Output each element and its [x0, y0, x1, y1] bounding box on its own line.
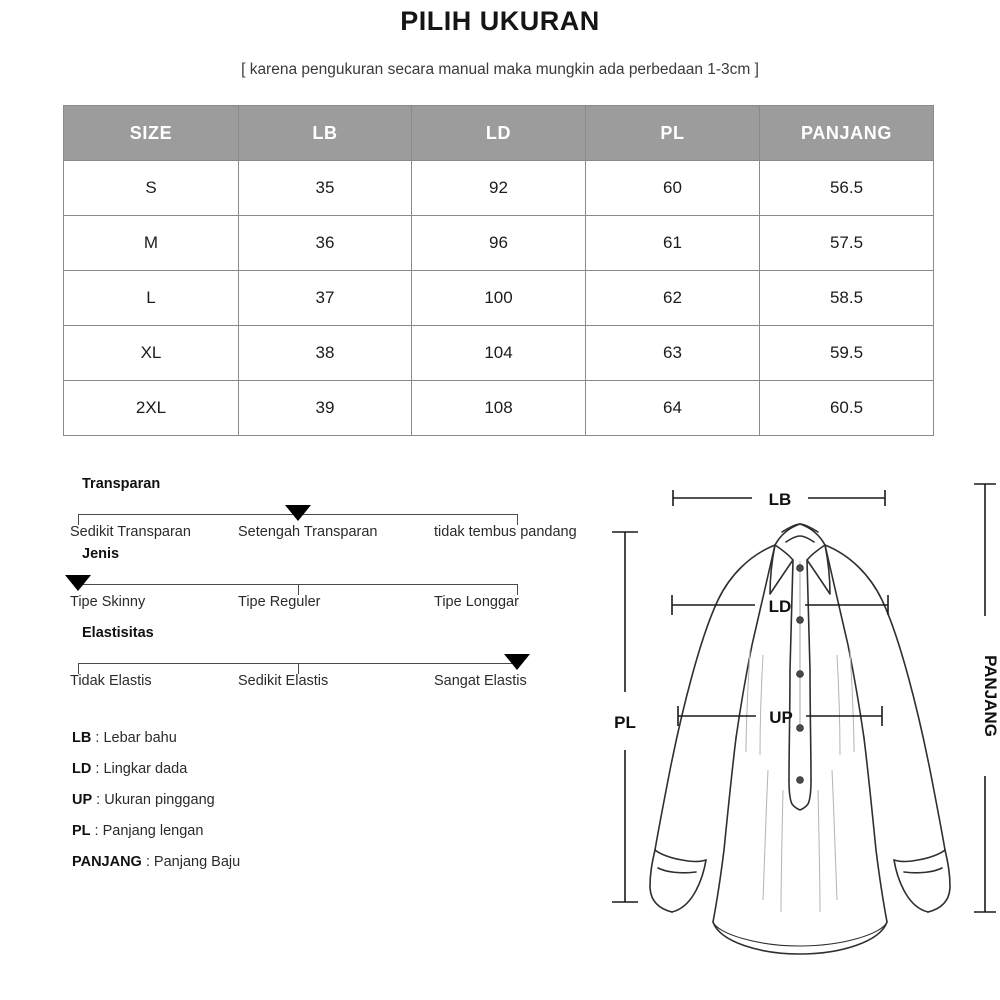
column-header-pl: PL: [586, 106, 760, 161]
slider-label-1: Sedikit Elastis: [238, 673, 329, 689]
slider-transparan: [70, 476, 577, 546]
legend-separator: :: [141, 854, 154, 870]
garment-measurement-diagram: [600, 470, 1000, 990]
dimension-label-panjang: PANJANG: [981, 655, 1000, 737]
legend-separator: :: [91, 730, 104, 746]
legend-item-panjang: [72, 854, 472, 870]
cell-panjang: 56.5: [760, 161, 934, 216]
legend-description: Panjang Baju: [153, 854, 241, 870]
size-chart-table: [63, 105, 934, 436]
slider-label-0: Sedikit Transparan: [70, 524, 191, 540]
dimension-label-pl: PL: [614, 713, 636, 732]
page-subtitle: [ karena pengukuran secara manual maka mungkin ada perbedaan 1-3cm ]: [241, 61, 759, 78]
slider-label-0: Tipe Skinny: [70, 594, 146, 610]
column-header-lb: LB: [239, 106, 412, 161]
slider-elastisitas-title: Elastisitas: [82, 625, 154, 641]
slider-jenis-title: Jenis: [82, 546, 120, 562]
cell-pl: 60: [586, 161, 760, 216]
dimension-label-lb: LB: [768, 490, 792, 509]
slider-label-2: Sangat Elastis: [434, 673, 527, 689]
table-row: [64, 161, 934, 216]
cell-panjang: 58.5: [760, 271, 934, 326]
cell-ld: 100: [412, 271, 586, 326]
legend-description: Lingkar dada: [103, 761, 188, 777]
cell-panjang: 60.5: [760, 381, 934, 436]
cell-lb: 39: [239, 381, 412, 436]
legend-item-up: [72, 792, 472, 808]
cell-lb: 35: [239, 161, 412, 216]
cell-size: L: [64, 271, 239, 326]
cell-ld: 108: [412, 381, 586, 436]
legend-code: LD: [72, 761, 92, 777]
legend-code: PL: [72, 823, 91, 839]
cell-pl: 62: [586, 271, 760, 326]
legend-item-ld: [72, 761, 472, 777]
cell-size: S: [64, 161, 239, 216]
cell-pl: 61: [586, 216, 760, 271]
legend-code: PANJANG: [72, 854, 142, 870]
column-header-size: SIZE: [64, 106, 239, 161]
cell-size: 2XL: [64, 381, 239, 436]
cell-ld: 104: [412, 326, 586, 381]
slider-label-1: Tipe Reguler: [238, 594, 321, 610]
dimension-label-up: UP: [769, 708, 793, 727]
slider-label-2: tidak tembus pandang: [434, 524, 577, 540]
slider-marker-triangle-icon: [504, 654, 530, 670]
table-row: [64, 326, 934, 381]
measurement-legend: [72, 730, 472, 885]
slider-label-0: Tidak Elastis: [70, 673, 152, 689]
slider-transparan-labels: [70, 524, 577, 546]
cell-pl: 64: [586, 381, 760, 436]
cell-ld: 92: [412, 161, 586, 216]
cell-lb: 36: [239, 216, 412, 271]
legend-description: Lebar bahu: [103, 730, 177, 746]
legend-code: LB: [72, 730, 92, 746]
cell-panjang: 57.5: [760, 216, 934, 271]
table-row: [64, 216, 934, 271]
dimension-label-ld: LD: [768, 597, 792, 616]
legend-description: Panjang lengan: [102, 823, 204, 839]
cell-pl: 63: [586, 326, 760, 381]
column-header-panjang: PANJANG: [760, 106, 934, 161]
column-header-ld: LD: [412, 106, 586, 161]
table-row: [64, 271, 934, 326]
slider-elastisitas-labels: [70, 673, 526, 695]
legend-item-lb: [72, 730, 472, 746]
slider-transparan-title: Transparan: [82, 476, 161, 492]
legend-separator: :: [90, 823, 103, 839]
cell-lb: 38: [239, 326, 412, 381]
table-header-row: [64, 106, 934, 161]
cell-panjang: 59.5: [760, 326, 934, 381]
legend-item-pl: [72, 823, 472, 839]
slider-transparan-track[interactable]: [78, 500, 518, 522]
cell-lb: 37: [239, 271, 412, 326]
cell-size: M: [64, 216, 239, 271]
slider-marker-triangle-icon: [65, 575, 91, 591]
legend-description: Ukuran pinggang: [104, 792, 215, 808]
slider-jenis-track[interactable]: [78, 570, 518, 592]
slider-marker-triangle-icon: [285, 505, 311, 521]
slider-label-2: Tipe Longgar: [434, 594, 519, 610]
slider-label-1: Setengah Transparan: [238, 524, 378, 540]
cell-ld: 96: [412, 216, 586, 271]
slider-elastisitas: [70, 625, 530, 695]
table-row: [64, 381, 934, 436]
cell-size: XL: [64, 326, 239, 381]
legend-code: UP: [72, 792, 93, 808]
slider-elastisitas-track[interactable]: [78, 649, 518, 671]
slider-jenis: [70, 546, 530, 616]
slider-jenis-labels: [70, 594, 526, 616]
legend-separator: :: [92, 792, 105, 808]
page-title: PILIH UKURAN: [400, 6, 600, 36]
legend-separator: :: [91, 761, 104, 777]
